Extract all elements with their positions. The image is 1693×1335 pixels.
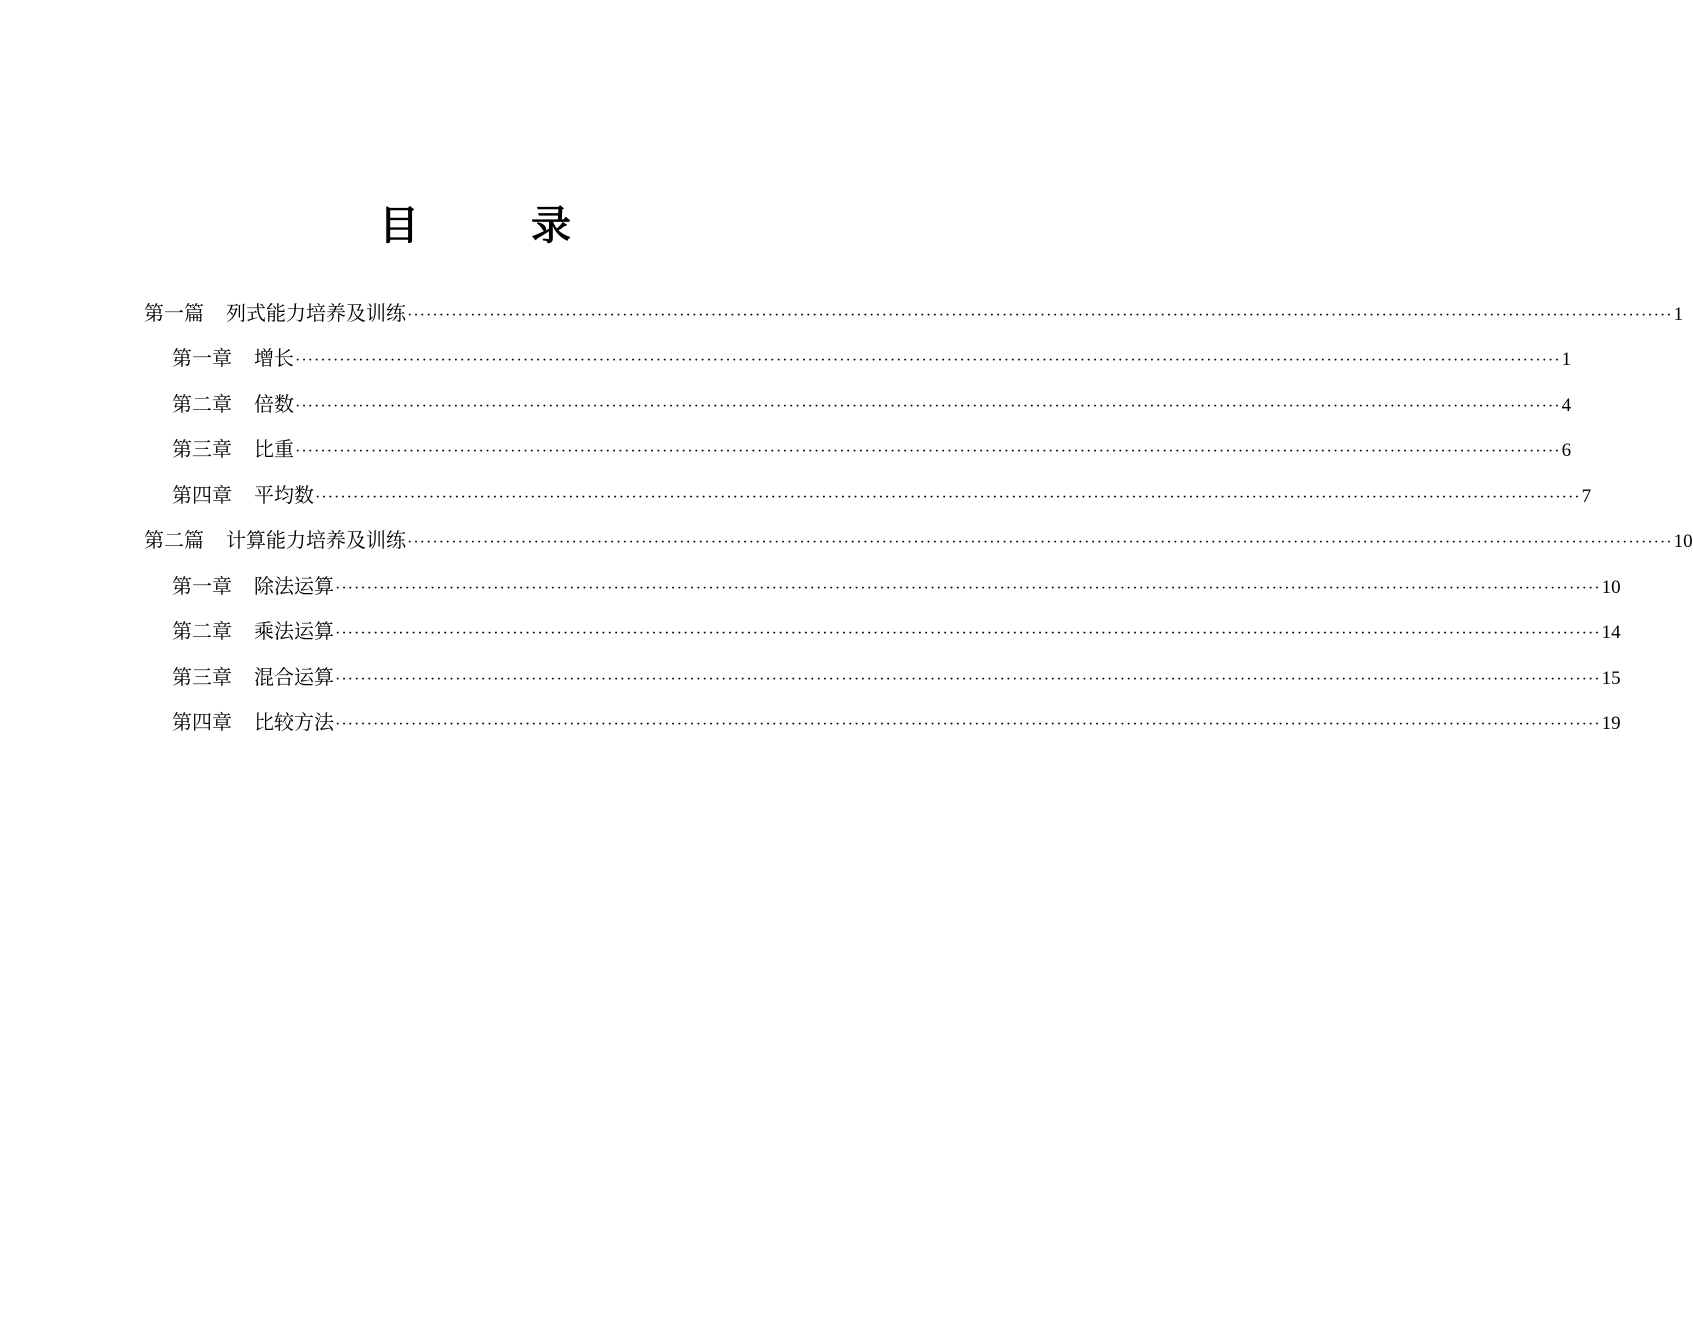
toc-entry-label <box>172 472 314 518</box>
toc-entry-page: 1 <box>1561 349 1572 370</box>
dot-leader: ········································································································································································································ <box>335 716 1601 733</box>
toc-entry-page: 4 <box>1561 395 1572 416</box>
toc-entry-label <box>144 517 406 563</box>
toc-entry-number: 第一篇 <box>144 301 204 325</box>
dot-leader: ········································································································································································································ <box>295 398 1561 415</box>
toc-entry-title: 增长 <box>254 346 294 370</box>
toc-entry-number: 第三章 <box>172 665 232 689</box>
toc-entry-number: 第二章 <box>172 392 232 416</box>
toc-entry-part[interactable] <box>144 517 1693 563</box>
toc-entry-title: 平均数 <box>254 483 314 507</box>
dot-leader: ········································································································································································································ <box>295 443 1561 460</box>
toc-entry-title: 倍数 <box>254 392 294 416</box>
dot-leader: ········································································································································································································ <box>315 489 1581 506</box>
toc-entry-chapter[interactable] <box>172 699 1621 745</box>
toc-entry-chapter[interactable] <box>172 426 1572 472</box>
toc-entry-number: 第二章 <box>172 619 232 643</box>
toc-entry-page: 14 <box>1601 622 1621 643</box>
toc-entry-chapter[interactable] <box>172 563 1621 609</box>
toc-entry-title: 乘法运算 <box>254 619 334 643</box>
toc-entry-number: 第三章 <box>172 437 232 461</box>
toc-entry-part[interactable] <box>144 290 1684 336</box>
toc-entry-page: 10 <box>1673 531 1693 552</box>
toc-entry-number: 第一章 <box>172 574 232 598</box>
dot-leader: ········································································································································································································ <box>407 307 1673 324</box>
toc-entry-label <box>172 335 294 381</box>
toc-entry-title: 比较方法 <box>254 710 334 734</box>
toc-entry-number: 第四章 <box>172 710 232 734</box>
toc-title: 目 录 <box>379 203 607 249</box>
toc-entry-page: 6 <box>1561 440 1572 461</box>
toc-entry-label <box>172 608 334 654</box>
toc-entry-chapter[interactable] <box>172 335 1572 381</box>
toc-entry-title: 计算能力培养及训练 <box>226 528 406 552</box>
toc-entry-chapter[interactable] <box>172 472 1592 518</box>
toc-entry-title: 比重 <box>254 437 294 461</box>
toc-entry-label <box>172 426 294 472</box>
toc-entry-label <box>144 290 406 336</box>
dot-leader: ········································································································································································································ <box>335 671 1601 688</box>
toc-entry-number: 第一章 <box>172 346 232 370</box>
toc-entry-chapter[interactable] <box>172 654 1621 700</box>
dot-leader: ········································································································································································································ <box>295 352 1561 369</box>
toc-entry-page: 7 <box>1581 486 1592 507</box>
toc-entry-label <box>172 381 294 427</box>
toc-entry-label <box>172 563 334 609</box>
toc-entry-number: 第四章 <box>172 483 232 507</box>
toc-entry-chapter[interactable] <box>172 381 1572 427</box>
dot-leader: ········································································································································································································ <box>335 580 1601 597</box>
toc-entry-page: 19 <box>1601 713 1621 734</box>
toc-entry-page: 10 <box>1601 577 1621 598</box>
toc-entry-title: 混合运算 <box>254 665 334 689</box>
toc-entry-title: 列式能力培养及训练 <box>226 301 406 325</box>
toc-entry-page: 1 <box>1673 304 1684 325</box>
toc-entry-label <box>172 699 334 745</box>
toc-entry-chapter[interactable] <box>172 608 1621 654</box>
toc-entry-label <box>172 654 334 700</box>
dot-leader: ········································································································································································································ <box>407 534 1673 551</box>
toc-entry-number: 第二篇 <box>144 528 204 552</box>
toc-entry-page: 15 <box>1601 668 1621 689</box>
toc-entry-title: 除法运算 <box>254 574 334 598</box>
dot-leader: ········································································································································································································ <box>335 625 1601 642</box>
